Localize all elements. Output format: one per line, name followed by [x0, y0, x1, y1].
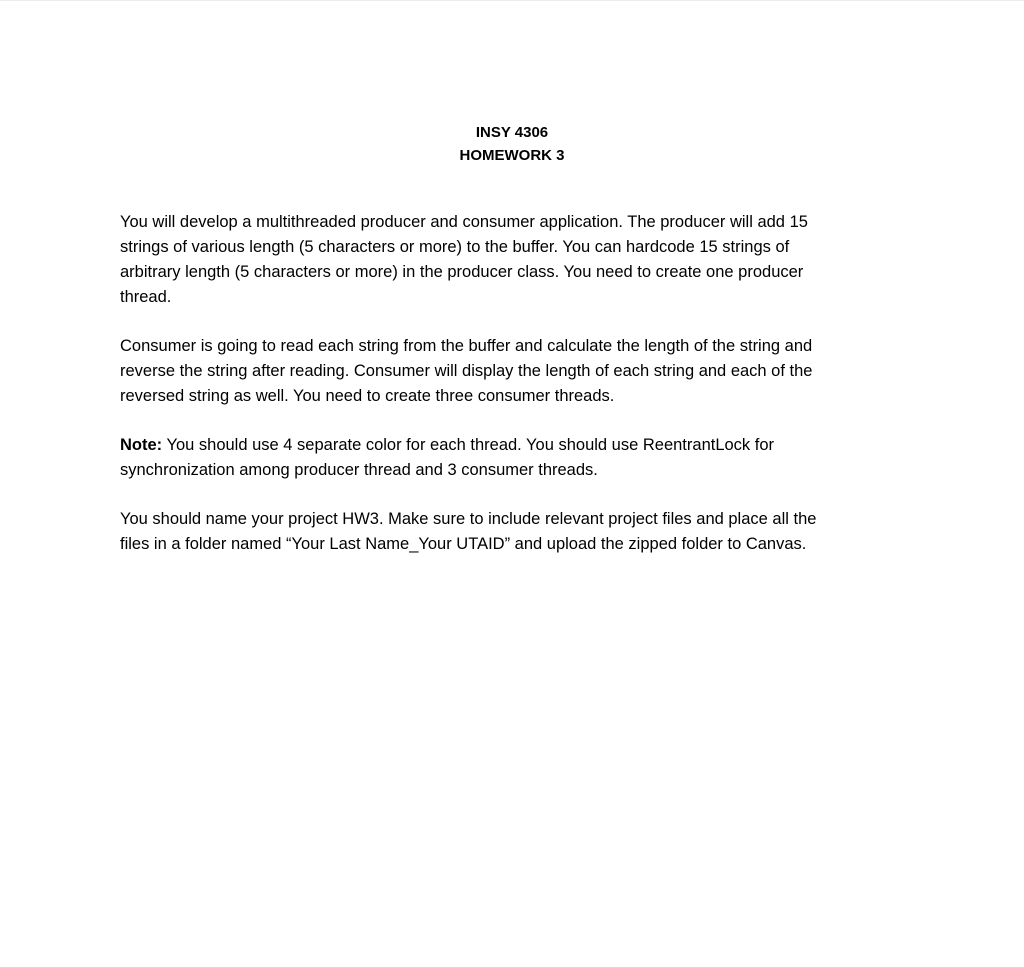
paragraph-overview [120, 210, 920, 310]
paragraph-consumer [120, 334, 920, 409]
text-line: You should name your project HW3. Make sure to include relevant project files and place all the [120, 510, 817, 528]
note-label: Note: [120, 436, 163, 454]
text-line: arbitrary length (5 characters or more) in the producer class. You need to create one producer [120, 263, 804, 281]
text-line: files in a folder named “Your Last Name_Your UTAID” and upload the zipped folder to Canvas. [120, 535, 807, 553]
paragraph-note [120, 433, 920, 483]
document-heading [0, 121, 1024, 167]
paragraph-submission [120, 507, 920, 557]
note-text: You should use 4 separate color for each thread. You should use ReentrantLock for [162, 436, 775, 454]
text-line: You will develop a multithreaded producer and consumer application. The producer will add 15 [120, 213, 808, 231]
text-line: reversed string as well. You need to create three consumer threads. [120, 387, 615, 405]
course-title: INSY 4306 [475, 124, 549, 141]
text-line: thread. [120, 288, 172, 306]
document-body [120, 210, 920, 581]
assignment-title: HOMEWORK 3 [459, 147, 565, 164]
text-line: Consumer is going to read each string from the buffer and calculate the length of the string and [120, 337, 813, 355]
page-top-border [0, 0, 1024, 1]
text-line [120, 433, 920, 458]
text-line: reverse the string after reading. Consumer will display the length of each string and each of the [120, 362, 813, 380]
text-line: strings of various length (5 characters or more) to the buffer. You can hardcode 15 strings of [120, 238, 790, 256]
text-line: synchronization among producer thread and 3 consumer threads. [120, 461, 598, 479]
